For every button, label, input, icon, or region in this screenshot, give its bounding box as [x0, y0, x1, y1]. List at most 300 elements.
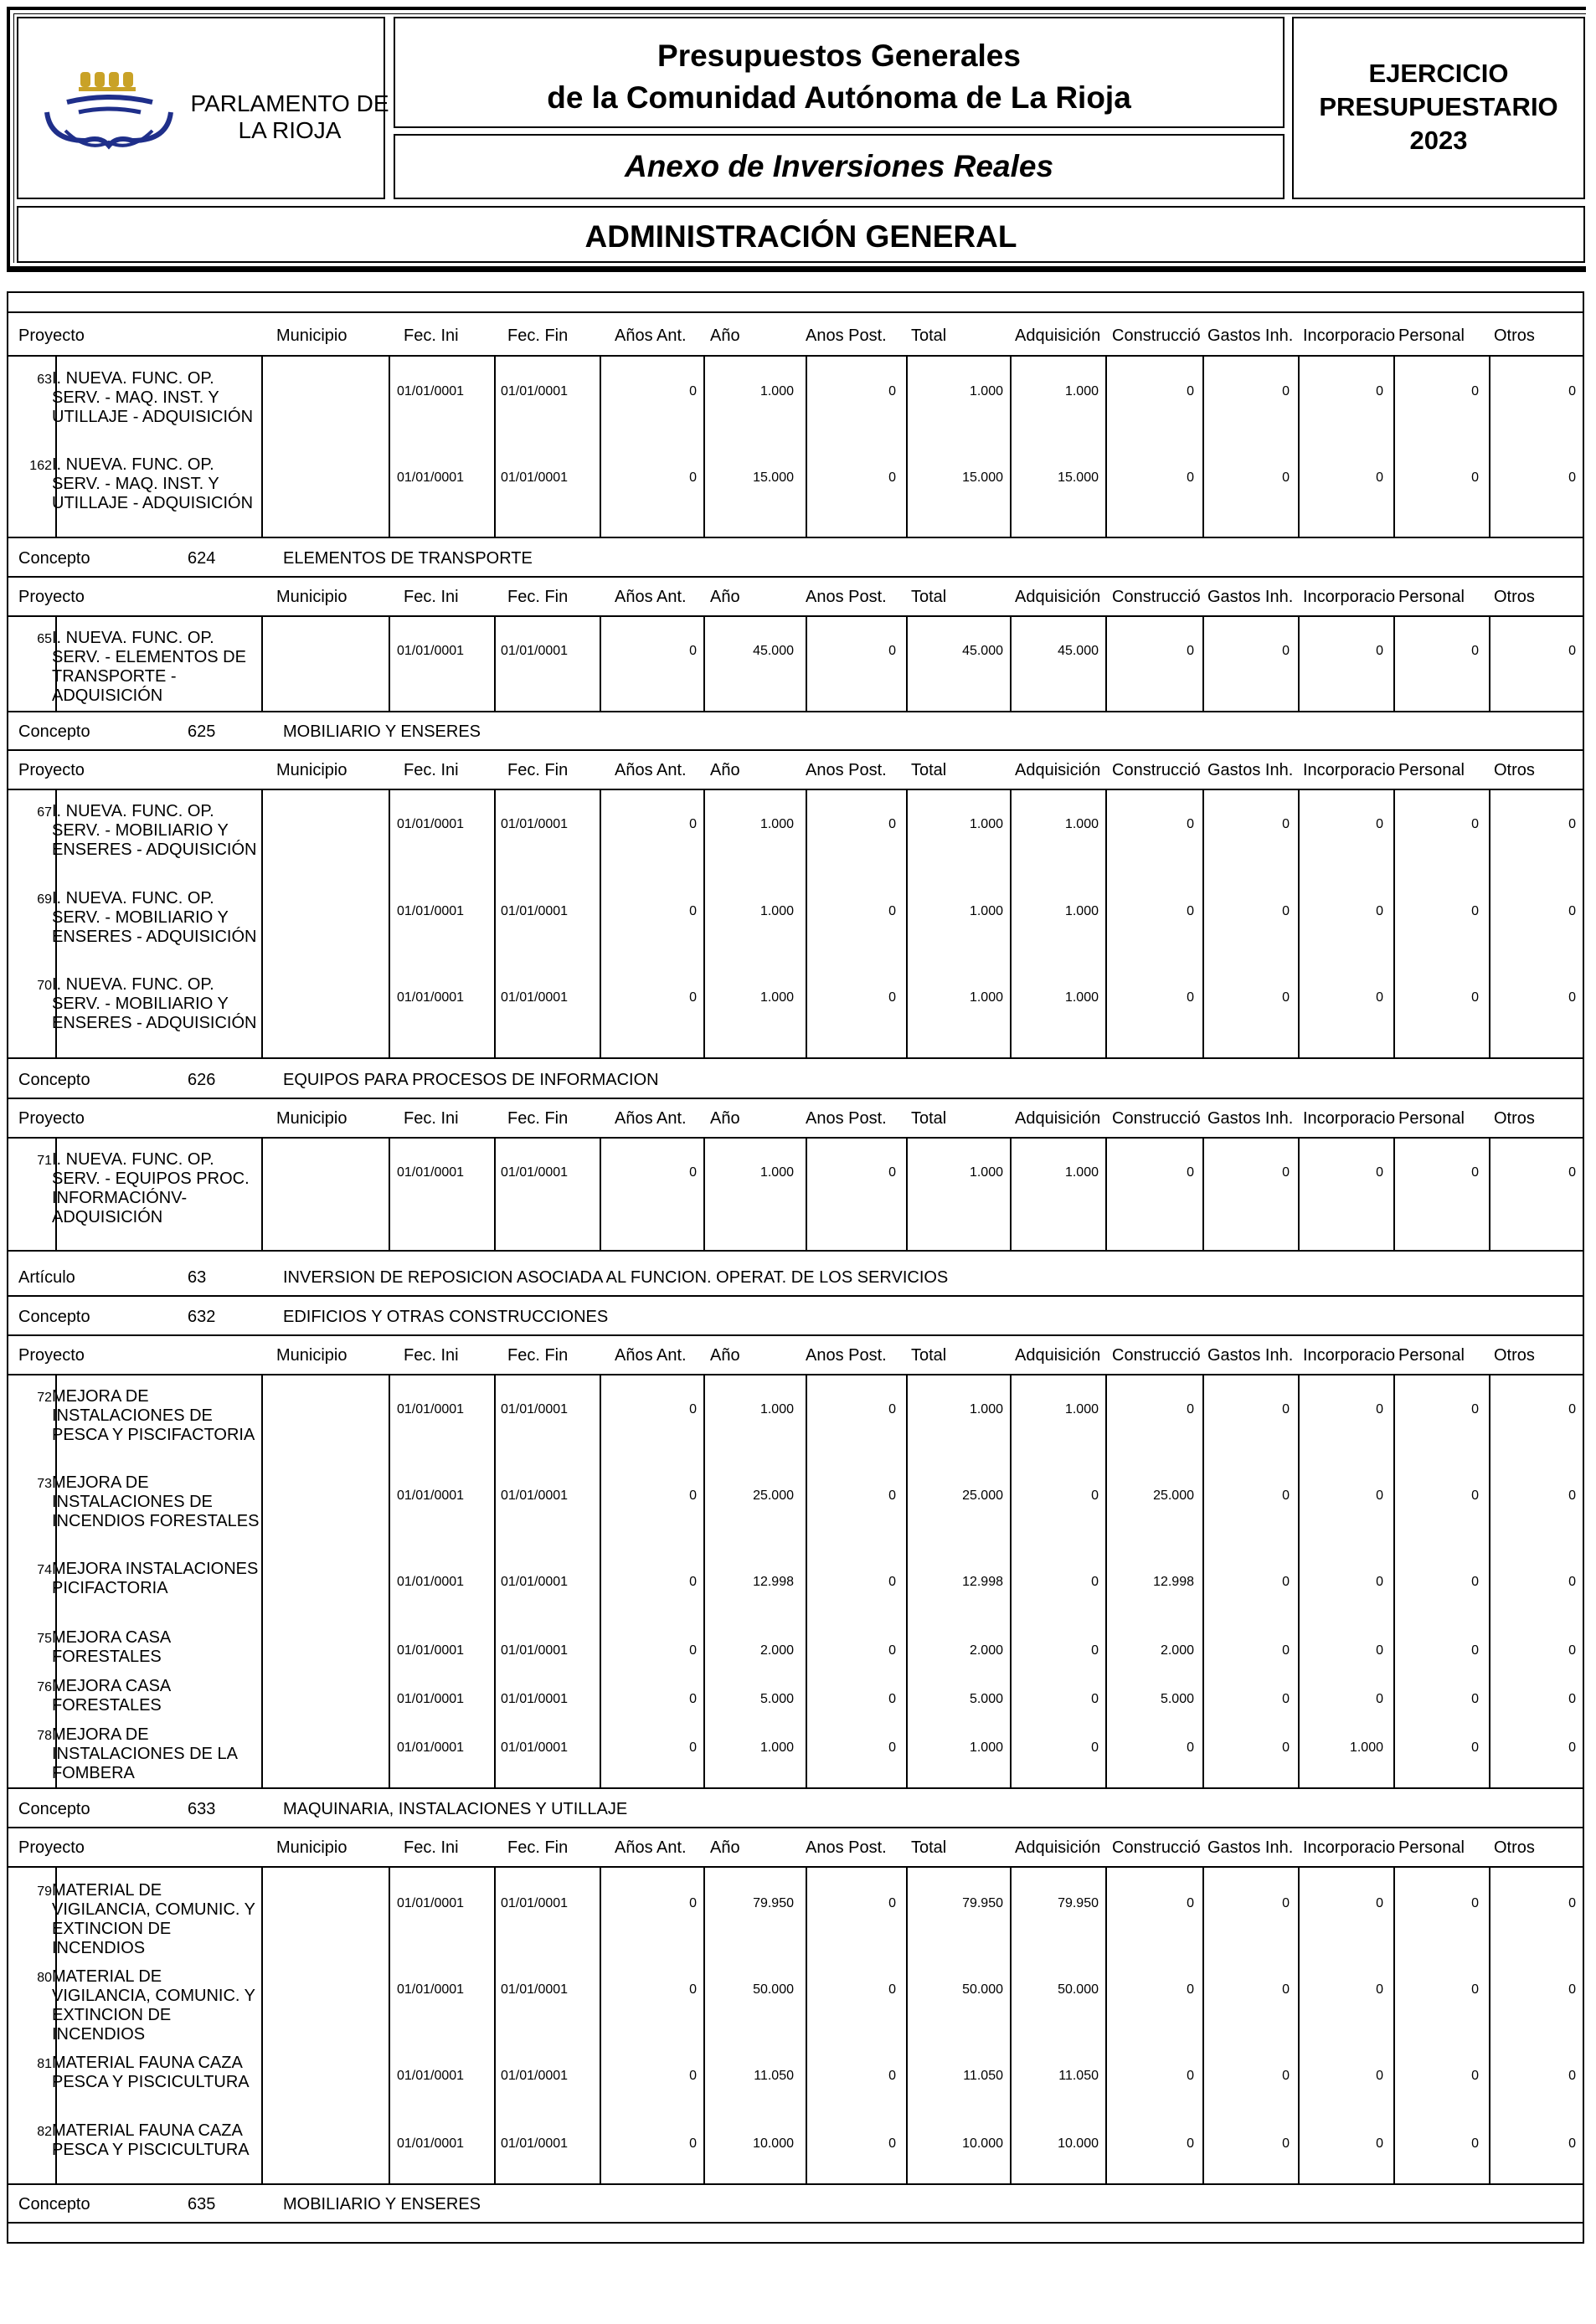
concept-code: 624: [188, 549, 216, 568]
concept-label: Concepto: [18, 1071, 90, 1089]
value-gas: 0: [1282, 1896, 1290, 1910]
project-description: MATERIAL FAUNA CAZA PESCA Y PISCICULTURA: [52, 2121, 250, 2159]
exercise-year: 2023: [1409, 126, 1468, 155]
value-adq: 10.000: [1058, 2136, 1099, 2151]
value-post: 0: [888, 1740, 896, 1755]
concept-name: MOBILIARIO Y ENSERES: [283, 2195, 481, 2213]
concept-divider: [8, 576, 1583, 578]
article-label: Artículo: [18, 1268, 75, 1287]
value-post: 0: [888, 2136, 896, 2151]
column-header-12: Personal: [1398, 1109, 1465, 1128]
end-date: 01/01/0001: [501, 1982, 569, 1997]
value-total: 1.000: [969, 1165, 1003, 1180]
value-post: 0: [888, 1982, 896, 1997]
project-number: 82: [37, 2125, 52, 2139]
column-header-4: Años Ant.: [615, 761, 687, 779]
column-divider-7: [906, 1868, 908, 2183]
value-ano: 1.000: [759, 1740, 794, 1755]
value-post: 0: [888, 1643, 896, 1658]
value-adq: 1.000: [1064, 1402, 1099, 1417]
column-header-8: Adquisición: [1015, 761, 1101, 779]
concept-divider: [8, 1098, 1583, 1099]
project-description: I. NUEVA. FUNC. OP. SERV. - MAQ. INST. Y UTILLAJE - ADQUISICIÓN: [52, 455, 254, 512]
project-description: MEJORA DE INSTALACIONES DE LA FOMBERA: [52, 1725, 237, 1782]
value-gas: 0: [1282, 470, 1290, 485]
column-divider-2: [389, 1139, 390, 1250]
column-header-12: Personal: [1398, 1838, 1465, 1857]
project-number: 81: [37, 2057, 52, 2071]
column-divider-1: [261, 1375, 263, 1787]
start-date: 01/01/0001: [397, 1575, 465, 1589]
value-inc: 0: [1376, 1402, 1383, 1417]
column-header-3: Fec. Fin: [507, 761, 569, 779]
parliament-name: [183, 90, 397, 144]
value-inc: 0: [1376, 644, 1383, 658]
value-gas: 0: [1282, 1575, 1290, 1589]
column-divider-3: [494, 1375, 496, 1787]
column-header-divider: [8, 1374, 1583, 1375]
column-header-11: Incorporacio: [1303, 1838, 1395, 1857]
column-header-3: Fec. Fin: [507, 588, 569, 606]
value-gas: 0: [1282, 817, 1290, 831]
column-divider-3: [494, 357, 496, 537]
value-con: 0: [1187, 2136, 1194, 2151]
value-ant: 0: [689, 1575, 697, 1589]
exercise-line2: PRESUPUESTARIO: [1319, 92, 1558, 121]
column-header-8: Adquisición: [1015, 326, 1101, 345]
project-number: 80: [37, 1971, 52, 1985]
column-header-13: Otros: [1494, 761, 1535, 779]
article-divider: [8, 1295, 1583, 1297]
column-header-12: Personal: [1398, 588, 1465, 606]
value-ant: 0: [689, 1740, 697, 1755]
start-date: 01/01/0001: [397, 1402, 465, 1417]
column-header-4: Años Ant.: [615, 326, 687, 345]
column-divider-12: [1393, 617, 1395, 711]
value-adq: 45.000: [1058, 644, 1099, 658]
value-otr: 0: [1568, 1896, 1576, 1910]
value-adq: 0: [1091, 1692, 1099, 1706]
value-per: 0: [1471, 1740, 1479, 1755]
value-adq: 0: [1091, 1643, 1099, 1658]
parliament-logo-box: [17, 17, 389, 199]
value-post: 0: [888, 1165, 896, 1180]
column-header-13: Otros: [1494, 326, 1535, 345]
column-header-6: Anos Post.: [806, 326, 887, 345]
value-total: 25.000: [962, 1488, 1003, 1503]
column-header-11: Incorporacio: [1303, 1109, 1395, 1128]
project-description: I. NUEVA. FUNC. OP. SERV. - ELEMENTOS DE TRANSPORTE - ADQUISICIÓN: [52, 629, 246, 705]
project-description: I. NUEVA. FUNC. OP. SERV. - MAQ. INST. Y UTILLAJE - ADQUISICIÓN: [52, 369, 254, 426]
column-header-8: Adquisición: [1015, 1109, 1101, 1128]
value-post: 0: [888, 644, 896, 658]
value-ant: 0: [689, 990, 697, 1005]
column-header-divider: [8, 615, 1583, 617]
column-divider-4: [600, 790, 601, 1057]
value-adq: 1.000: [1064, 384, 1099, 398]
project-number: 75: [37, 1632, 52, 1646]
column-header-4: Años Ant.: [615, 1346, 687, 1365]
column-header-5: Año: [710, 1109, 740, 1128]
value-con: 0: [1187, 470, 1194, 485]
start-date: 01/01/0001: [397, 1896, 465, 1910]
column-header-11: Incorporacio: [1303, 326, 1395, 345]
subtitle-box: [394, 134, 1285, 199]
project-number: 67: [37, 805, 52, 820]
project-number: 63: [37, 373, 52, 387]
column-divider-4: [600, 1139, 601, 1250]
value-con: 0: [1187, 1896, 1194, 1910]
concept-code: 635: [188, 2195, 216, 2213]
column-divider-3: [494, 617, 496, 711]
column-divider-8: [1010, 617, 1012, 711]
value-total: 1.000: [969, 1740, 1003, 1755]
column-header-7: Total: [911, 761, 947, 779]
project-number: 65: [37, 632, 52, 646]
column-header-7: Total: [911, 1346, 947, 1365]
value-gas: 0: [1282, 1740, 1290, 1755]
value-otr: 0: [1568, 1740, 1576, 1755]
value-total: 1.000: [969, 990, 1003, 1005]
value-inc: 0: [1376, 990, 1383, 1005]
value-total: 45.000: [962, 644, 1003, 658]
column-divider-2: [389, 617, 390, 711]
value-adq: 0: [1091, 1575, 1099, 1589]
start-date: 01/01/0001: [397, 817, 465, 831]
value-gas: 0: [1282, 644, 1290, 658]
column-header-0: Proyecto: [18, 761, 85, 779]
value-ant: 0: [689, 644, 697, 658]
column-divider-11: [1298, 1139, 1300, 1250]
value-inc: 0: [1376, 904, 1383, 918]
article-code: 63: [188, 1268, 207, 1287]
value-per: 0: [1471, 1488, 1479, 1503]
project-description: MATERIAL DE VIGILANCIA, COMUNIC. Y EXTINCION DE INCENDIOS: [52, 1967, 255, 2044]
value-total: 1.000: [969, 904, 1003, 918]
column-divider-7: [906, 1139, 908, 1250]
value-otr: 0: [1568, 1165, 1576, 1180]
column-divider-1: [261, 357, 263, 537]
column-header-3: Fec. Fin: [507, 1346, 569, 1365]
end-date: 01/01/0001: [501, 2136, 569, 2151]
end-date: 01/01/0001: [501, 1740, 569, 1755]
project-number: 72: [37, 1391, 52, 1405]
project-description: MEJORA CASA FORESTALES: [52, 1677, 171, 1715]
column-header-9: Construcció: [1112, 1109, 1201, 1128]
value-post: 0: [888, 1488, 896, 1503]
concept-code: 625: [188, 722, 216, 741]
project-number: 76: [37, 1680, 52, 1694]
value-adq: 1.000: [1064, 817, 1099, 831]
start-date: 01/01/0001: [397, 644, 465, 658]
value-post: 0: [888, 1575, 896, 1589]
value-ant: 0: [689, 470, 697, 485]
value-ant: 0: [689, 1896, 697, 1910]
project-number: 74: [37, 1563, 52, 1577]
project-description: MEJORA DE INSTALACIONES DE INCENDIOS FORESTALES: [52, 1473, 260, 1530]
start-date: 01/01/0001: [397, 2136, 465, 2151]
project-number: 78: [37, 1729, 52, 1743]
column-divider-9: [1105, 1139, 1107, 1250]
column-header-6: Anos Post.: [806, 588, 887, 606]
concept-label: Concepto: [18, 1800, 90, 1818]
column-header-0: Proyecto: [18, 1838, 85, 1857]
value-adq: 1.000: [1064, 1165, 1099, 1180]
value-per: 0: [1471, 1896, 1479, 1910]
value-inc: 1.000: [1349, 1740, 1383, 1755]
project-number: 73: [37, 1477, 52, 1491]
end-date: 01/01/0001: [501, 904, 569, 918]
column-divider-7: [906, 357, 908, 537]
value-otr: 0: [1568, 2136, 1576, 2151]
value-per: 0: [1471, 1982, 1479, 1997]
section-box: [17, 206, 1585, 263]
column-header-8: Adquisición: [1015, 588, 1101, 606]
value-gas: 0: [1282, 1402, 1290, 1417]
value-ano: 1.000: [759, 817, 794, 831]
column-header-divider: [8, 355, 1583, 357]
value-total: 50.000: [962, 1982, 1003, 1997]
project-description: MEJORA CASA FORESTALES: [52, 1628, 171, 1666]
end-date: 01/01/0001: [501, 644, 569, 658]
column-divider-10: [1202, 1139, 1204, 1250]
column-header-4: Años Ant.: [615, 1838, 687, 1857]
column-header-2: Fec. Ini: [404, 1346, 459, 1365]
value-ano: 1.000: [759, 384, 794, 398]
value-ant: 0: [689, 2069, 697, 2083]
end-date: 01/01/0001: [501, 1488, 569, 1503]
column-header-1: Municipio: [276, 326, 348, 345]
column-divider-4: [600, 357, 601, 537]
column-header-2: Fec. Ini: [404, 1109, 459, 1128]
column-header-4: Años Ant.: [615, 588, 687, 606]
end-date: 01/01/0001: [501, 1165, 569, 1180]
value-con: 0: [1187, 2069, 1194, 2083]
column-header-11: Incorporacio: [1303, 761, 1395, 779]
value-ano: 12.998: [753, 1575, 794, 1589]
value-per: 0: [1471, 904, 1479, 918]
column-header-6: Anos Post.: [806, 1109, 887, 1128]
column-header-5: Año: [710, 326, 740, 345]
value-gas: 0: [1282, 2136, 1290, 2151]
project-description: MEJORA INSTALACIONES PICIFACTORIA: [52, 1560, 259, 1597]
value-total: 1.000: [969, 817, 1003, 831]
value-otr: 0: [1568, 817, 1576, 831]
value-ano: 11.050: [754, 2069, 794, 2083]
column-header-2: Fec. Ini: [404, 326, 459, 345]
value-post: 0: [888, 904, 896, 918]
project-number: 162: [29, 459, 52, 473]
start-date: 01/01/0001: [397, 1692, 465, 1706]
article-name: INVERSION DE REPOSICION ASOCIADA AL FUNCION. OPERAT. DE LOS SERVICIOS: [283, 1268, 949, 1287]
column-header-10: Gastos Inh.: [1207, 761, 1294, 779]
project-description: I. NUEVA. FUNC. OP. SERV. - MOBILIARIO Y ENSERES - ADQUISICIÓN: [52, 975, 257, 1032]
project-number: 79: [37, 1884, 52, 1899]
project-number: 71: [37, 1154, 52, 1168]
value-gas: 0: [1282, 384, 1290, 398]
column-header-divider: [8, 1866, 1583, 1868]
end-date: 01/01/0001: [501, 1643, 569, 1658]
column-header-7: Total: [911, 326, 947, 345]
column-divider-9: [1105, 617, 1107, 711]
value-per: 0: [1471, 1402, 1479, 1417]
column-header-3: Fec. Fin: [507, 326, 569, 345]
section-title: ADMINISTRACIÓN GENERAL: [584, 219, 1017, 254]
column-header-9: Construcció: [1112, 1346, 1201, 1365]
value-total: 2.000: [969, 1643, 1003, 1658]
value-total: 79.950: [962, 1896, 1003, 1910]
start-date: 01/01/0001: [397, 1488, 465, 1503]
value-gas: 0: [1282, 990, 1290, 1005]
column-header-7: Total: [911, 1109, 947, 1128]
value-post: 0: [888, 817, 896, 831]
end-date: 01/01/0001: [501, 470, 569, 485]
value-post: 0: [888, 470, 896, 485]
column-divider-7: [906, 1375, 908, 1787]
column-header-7: Total: [911, 588, 947, 606]
value-con: 0: [1187, 644, 1194, 658]
value-otr: 0: [1568, 470, 1576, 485]
value-per: 0: [1471, 817, 1479, 831]
exercise-line1: EJERCICIO: [1368, 59, 1509, 88]
column-header-12: Personal: [1398, 1346, 1465, 1365]
value-inc: 0: [1376, 2069, 1383, 2083]
end-date: 01/01/0001: [501, 1575, 569, 1589]
column-divider-1: [261, 1868, 263, 2183]
column-header-6: Anos Post.: [806, 1838, 887, 1857]
column-header-12: Personal: [1398, 761, 1465, 779]
value-per: 0: [1471, 1575, 1479, 1589]
end-date: 01/01/0001: [501, 990, 569, 1005]
column-divider-10: [1202, 617, 1204, 711]
column-divider-13: [1489, 1139, 1490, 1250]
value-otr: 0: [1568, 1643, 1576, 1658]
column-header-10: Gastos Inh.: [1207, 1838, 1294, 1857]
value-total: 12.998: [962, 1575, 1003, 1589]
value-inc: 0: [1376, 1643, 1383, 1658]
value-per: 0: [1471, 2136, 1479, 2151]
value-con: 12.998: [1153, 1575, 1194, 1589]
column-header-13: Otros: [1494, 588, 1535, 606]
value-total: 1.000: [969, 384, 1003, 398]
concept-label: Concepto: [18, 722, 90, 741]
column-header-11: Incorporacio: [1303, 1346, 1395, 1365]
title-line1: Presupuestos Generales: [657, 39, 1021, 73]
value-ano: 45.000: [753, 644, 794, 658]
value-inc: 0: [1376, 1488, 1383, 1503]
end-date: 01/01/0001: [501, 2069, 569, 2083]
value-total: 10.000: [962, 2136, 1003, 2151]
end-date: 01/01/0001: [501, 817, 569, 831]
column-header-1: Municipio: [276, 1346, 348, 1365]
exercise-box: [1292, 17, 1585, 199]
title-box: [394, 17, 1285, 128]
value-adq: 1.000: [1064, 990, 1099, 1005]
value-adq: 1.000: [1064, 904, 1099, 918]
value-ano: 1.000: [759, 904, 794, 918]
value-per: 0: [1471, 1165, 1479, 1180]
exercise-label: [1294, 57, 1583, 157]
column-header-10: Gastos Inh.: [1207, 1109, 1294, 1128]
column-header-0: Proyecto: [18, 1109, 85, 1128]
value-ano: 15.000: [753, 470, 794, 485]
concept-divider: [8, 1334, 1583, 1336]
value-ano: 1.000: [759, 1165, 794, 1180]
concept-label: Concepto: [18, 549, 90, 568]
project-number: 70: [37, 979, 52, 993]
column-divider-12: [1393, 1139, 1395, 1250]
value-con: 0: [1187, 384, 1194, 398]
column-divider-3: [494, 1868, 496, 2183]
column-divider-2: [389, 1375, 390, 1787]
value-gas: 0: [1282, 1692, 1290, 1706]
column-header-1: Municipio: [276, 588, 348, 606]
column-header-8: Adquisición: [1015, 1838, 1101, 1857]
column-divider-5: [703, 617, 705, 711]
column-header-0: Proyecto: [18, 1346, 85, 1365]
column-divider-3: [494, 790, 496, 1057]
start-date: 01/01/0001: [397, 384, 465, 398]
value-inc: 0: [1376, 2136, 1383, 2151]
value-inc: 0: [1376, 1982, 1383, 1997]
value-per: 0: [1471, 2069, 1479, 2083]
column-divider-4: [600, 617, 601, 711]
value-per: 0: [1471, 384, 1479, 398]
column-header-13: Otros: [1494, 1838, 1535, 1857]
column-header-2: Fec. Ini: [404, 1838, 459, 1857]
project-description: I. NUEVA. FUNC. OP. SERV. - MOBILIARIO Y ENSERES - ADQUISICIÓN: [52, 889, 257, 946]
column-divider-11: [1298, 617, 1300, 711]
column-header-1: Municipio: [276, 1109, 348, 1128]
value-adq: 0: [1091, 1740, 1099, 1755]
column-header-0: Proyecto: [18, 326, 85, 345]
start-date: 01/01/0001: [397, 1643, 465, 1658]
page-subtitle: Anexo de Inversiones Reales: [624, 149, 1054, 183]
value-con: 0: [1187, 1740, 1194, 1755]
value-ano: 1.000: [759, 1402, 794, 1417]
value-total: 11.050: [963, 2069, 1003, 2083]
value-otr: 0: [1568, 1488, 1576, 1503]
column-header-11: Incorporacio: [1303, 588, 1395, 606]
column-header-3: Fec. Fin: [507, 1109, 569, 1128]
column-divider-7: [906, 617, 908, 711]
value-con: 0: [1187, 1982, 1194, 1997]
concept-divider: [8, 1827, 1583, 1828]
start-date: 01/01/0001: [397, 904, 465, 918]
value-total: 1.000: [969, 1402, 1003, 1417]
value-inc: 0: [1376, 1896, 1383, 1910]
value-otr: 0: [1568, 990, 1576, 1005]
concept-name: EDIFICIOS Y OTRAS CONSTRUCCIONES: [283, 1308, 609, 1326]
value-ant: 0: [689, 1643, 697, 1658]
column-divider-2: [389, 1868, 390, 2183]
project-description: I. NUEVA. FUNC. OP. SERV. - EQUIPOS PROC. INFORMACIÓNV-ADQUISICIÓN: [52, 1150, 250, 1226]
column-header-13: Otros: [1494, 1109, 1535, 1128]
value-ano: 79.950: [753, 1896, 794, 1910]
value-con: 5.000: [1160, 1692, 1194, 1706]
column-divider-13: [1489, 617, 1490, 711]
column-divider-1: [261, 1139, 263, 1250]
concept-code: 633: [188, 1800, 216, 1818]
value-con: 0: [1187, 1402, 1194, 1417]
value-ant: 0: [689, 1982, 697, 1997]
column-header-13: Otros: [1494, 1346, 1535, 1365]
value-adq: 15.000: [1058, 470, 1099, 485]
value-gas: 0: [1282, 1165, 1290, 1180]
column-header-4: Años Ant.: [615, 1109, 687, 1128]
value-otr: 0: [1568, 1692, 1576, 1706]
column-divider-2: [389, 790, 390, 1057]
